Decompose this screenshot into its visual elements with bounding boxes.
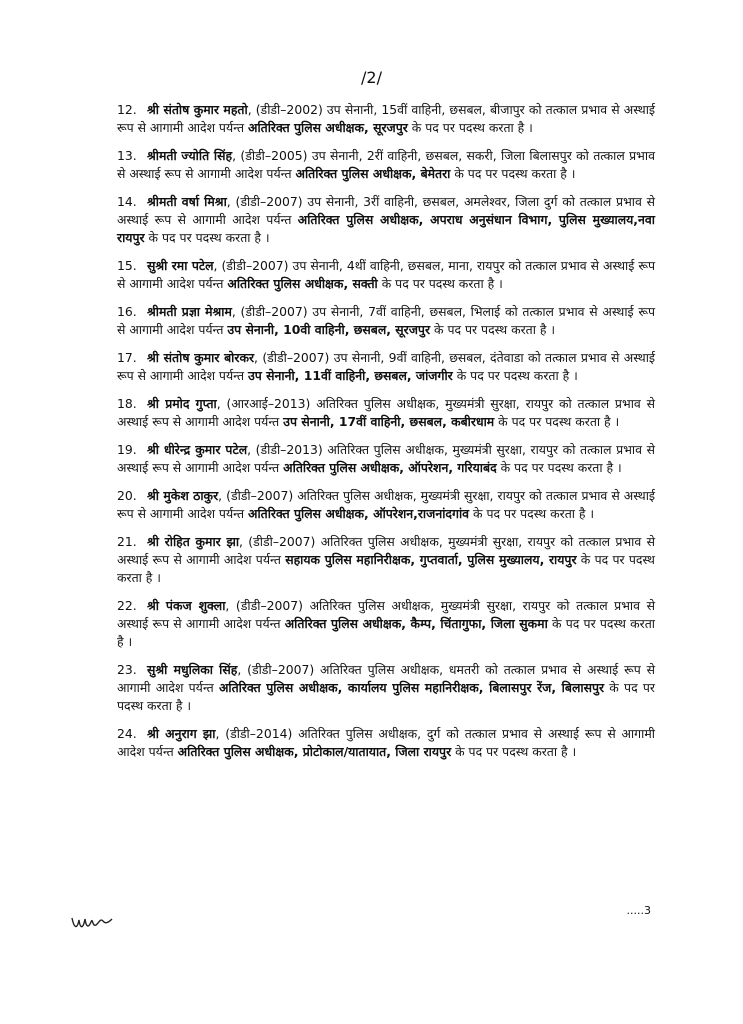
officer-name: श्री अनुराग झा xyxy=(147,726,216,741)
entry-text-end: के पद पर पदस्थ करता है । xyxy=(117,680,655,713)
order-entry xyxy=(117,101,655,137)
order-entry xyxy=(117,395,655,431)
continued-page-marker: .....3 xyxy=(626,904,651,917)
entry-text: , (डीडी–2007) उप सेनानी, 4थीं वाहिनी, छसबल, माना, रायपुर को तत्काल प्रभाव से अस्थाई रूप से आगामी आदेश पर्यन्त xyxy=(117,258,655,291)
officer-name: श्री संतोष कुमार महतो xyxy=(147,102,248,117)
order-entry xyxy=(117,303,655,339)
entry-number: 21. xyxy=(117,534,137,549)
officer-name: श्री प्रमोद गुप्ता xyxy=(147,396,217,411)
order-entry xyxy=(117,597,655,651)
officer-name: श्रीमती प्रज्ञा मेश्राम xyxy=(147,304,232,319)
posting: उप सेनानी, 11वीं वाहिनी, छसबल, जांजगीर xyxy=(247,368,453,383)
posting: अतिरिक्त पुलिस अधीक्षक, कार्यालय पुलिस महानिरीक्षक, बिलासपुर रेंज, बिलासपुर xyxy=(218,680,605,695)
entry-text: , (डीडी–2014) अतिरिक्त पुलिस अधीक्षक, दुर्ग को तत्काल प्रभाव से अस्थाई रूप से आगामी आदेश पर्यन्त xyxy=(117,726,655,759)
order-entries xyxy=(117,101,655,771)
entry-text: , (डीडी–2005) उप सेनानी, 2रीं वाहिनी, छसबल, सकरी, जिला बिलासपुर को तत्काल प्रभाव से अस्थाई रूप से आगामी आदेश पर्यन्त xyxy=(117,148,655,181)
entry-number: 22. xyxy=(117,598,137,613)
officer-name: सुश्री मधुलिका सिंह xyxy=(147,662,238,677)
entry-number: 17. xyxy=(117,350,137,365)
entry-text-end: के पद पर पदस्थ करता है । xyxy=(450,166,576,181)
entry-text-end: के पद पर पदस्थ करता है । xyxy=(144,230,270,245)
entry-number: 16. xyxy=(117,304,137,319)
entry-text-end: के पद पर पदस्थ करता है । xyxy=(494,414,620,429)
entry-text-end: के पद पर पदस्थ करता है । xyxy=(451,744,577,759)
officer-name: सुश्री रमा पटेल xyxy=(147,258,214,273)
posting: अतिरिक्त पुलिस अधीक्षक, प्रोटोकाल/यातायात, जिला रायपुर xyxy=(177,744,452,759)
posting: अतिरिक्त पुलिस अधीक्षक, सूरजपुर xyxy=(247,120,408,135)
entry-number: 14. xyxy=(117,194,137,209)
order-entry xyxy=(117,441,655,477)
entry-number: 24. xyxy=(117,726,137,741)
entry-text-end: के पद पर पदस्थ करता है । xyxy=(117,616,655,649)
order-entry xyxy=(117,349,655,385)
posting: अतिरिक्त पुलिस अधीक्षक, ऑपरेशन, गरियाबंद xyxy=(283,460,497,475)
posting: उप सेनानी, 17वीं वाहिनी, छसबल, कबीरधाम xyxy=(283,414,495,429)
officer-name: श्री धीरेन्द्र कुमार पटेल xyxy=(147,442,248,457)
entry-text: , (डीडी–2007) उप सेनानी, 9वीं वाहिनी, छसबल, दंतेवाडा को तत्काल प्रभाव से अस्थाई रूप से आगामी आदेश पर्यन्त xyxy=(117,350,656,383)
officer-name: श्री रोहित कुमार झा xyxy=(147,534,240,549)
officer-name: श्री मुकेश ठाकुर xyxy=(147,488,219,503)
entry-text: , (डीडी–2013) अतिरिक्त पुलिस अधीक्षक, मुख्यमंत्री सुरक्षा, रायपुर को तत्काल प्रभाव से अस्थाई रूप से आगामी आदेश पर्यन्त xyxy=(117,442,655,475)
posting: उप सेनानी, 10वी वाहिनी, छसबल, सूरजपुर xyxy=(227,322,431,337)
entry-number: 15. xyxy=(117,258,137,273)
posting: अतिरिक्त पुलिस अधीक्षक, ऑपरेशन,राजनांदगांव xyxy=(247,506,470,521)
order-entry xyxy=(117,661,655,715)
order-entry xyxy=(117,147,655,183)
entry-text-end: के पद पर पदस्थ करता है । xyxy=(407,120,533,135)
entry-text-end: के पद पर पदस्थ करता है । xyxy=(452,368,578,383)
order-entry xyxy=(117,725,655,761)
entry-number: 23. xyxy=(117,662,137,677)
entry-text-end: के पद पर पदस्थ करता है । xyxy=(496,460,622,475)
order-entry xyxy=(117,193,655,247)
entry-number: 12. xyxy=(117,102,137,117)
entry-text-end: के पद पर पदस्थ करता है । xyxy=(377,276,503,291)
officer-name: श्रीमती वर्षा मिश्रा xyxy=(147,194,227,209)
posting: सहायक पुलिस महानिरीक्षक, गुप्तवार्ता, पुलिस मुख्यालय, रायपुर xyxy=(285,552,577,567)
entry-number: 18. xyxy=(117,396,137,411)
entry-text: , (डीडी–2007) उप सेनानी, 3रीं वाहिनी, छसबल, अमलेश्वर, जिला दुर्ग को तत्काल प्रभाव से अस्थाई रूप से आगामी आदेश पर्यन्त xyxy=(117,194,656,227)
order-entry xyxy=(117,487,655,523)
posting: अतिरिक्त पुलिस अधीक्षक, अपराध अनुसंधान विभाग, पुलिस मुख्यालय,नवा रायपुर xyxy=(117,212,655,245)
entry-text: , (डीडी–2002) उप सेनानी, 15वीं वाहिनी, छसबल, बीजापुर को तत्काल प्रभाव से अस्थाई रूप से आगामी आदेश पर्यन्त xyxy=(117,102,655,135)
posting: अतिरिक्त पुलिस अधीक्षक, सक्ती xyxy=(227,276,378,291)
signature-initials xyxy=(70,910,116,934)
entry-text: , (डीडी–2007) अतिरिक्त पुलिस अधीक्षक, मुख्यमंत्री सुरक्षा, रायपुर को तत्काल प्रभाव से अस्थाई रूप से आगामी आदेश पर्यन्त xyxy=(117,488,655,521)
entry-number: 13. xyxy=(117,148,137,163)
order-entry xyxy=(117,533,655,587)
entry-text: , (आरआई–2013) अतिरिक्त पुलिस अधीक्षक, मुख्यमंत्री सुरक्षा, रायपुर को तत्काल प्रभाव से अस्थाई रूप से आगामी आदेश पर्यन्त xyxy=(117,396,656,429)
posting: अतिरिक्त पुलिस अधीक्षक, बेमेतरा xyxy=(295,166,451,181)
officer-name: श्री पंकज शुक्ला xyxy=(147,598,226,613)
entry-number: 19. xyxy=(117,442,137,457)
posting: अतिरिक्त पुलिस अधीक्षक, कैम्प, चिंतागुफा, जिला सुकमा xyxy=(284,616,548,631)
entry-text: , (डीडी–2007) अतिरिक्त पुलिस अधीक्षक, धमतरी को तत्काल प्रभाव से अस्थाई रूप से आगामी आदेश पर्यन्त xyxy=(117,662,655,695)
entry-text-end: के पद पर पदस्थ करता है । xyxy=(430,322,556,337)
entry-text-end: के पद पर पदस्थ करता है । xyxy=(117,552,655,585)
entry-text: , (डीडी–2007) अतिरिक्त पुलिस अधीक्षक, मुख्यमंत्री सुरक्षा, रायपुर को तत्काल प्रभाव से अस्थाई रूप से आगामी आदेश पर्यन्त xyxy=(117,534,655,567)
entry-number: 20. xyxy=(117,488,137,503)
order-entry xyxy=(117,257,655,293)
page-number: /2/ xyxy=(361,68,382,87)
officer-name: श्रीमती ज्योति सिंह xyxy=(147,148,233,163)
entry-text-end: के पद पर पदस्थ करता है । xyxy=(469,506,595,521)
entry-text: , (डीडी–2007) उप सेनानी, 7वीं वाहिनी, छसबल, भिलाई को तत्काल प्रभाव से अस्थाई रूप से आगामी आदेश पर्यन्त xyxy=(117,304,656,337)
officer-name: श्री संतोष कुमार बोरकर xyxy=(147,350,255,365)
entry-text: , (डीडी–2007) अतिरिक्त पुलिस अधीक्षक, मुख्यमंत्री सुरक्षा, रायपुर को तत्काल प्रभाव से अस्थाई रूप से आगामी आदेश पर्यन्त xyxy=(117,598,655,631)
